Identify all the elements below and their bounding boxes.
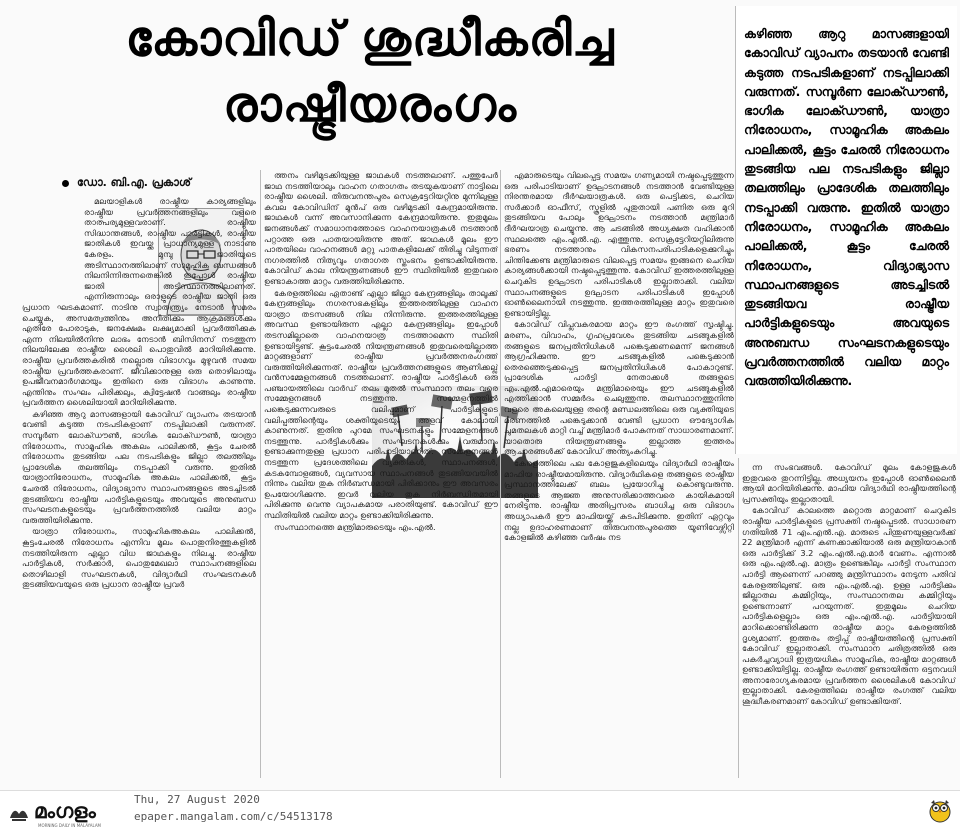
photo-space [22, 196, 80, 292]
owl-icon[interactable] [928, 797, 952, 823]
edition-date: Thu, 27 August 2020 [134, 793, 260, 806]
epaper-url[interactable]: epaper.mangalam.com/c/54513178 [134, 810, 333, 823]
mangalam-logo[interactable] [8, 799, 102, 828]
article-column-2 [264, 170, 498, 778]
footer-bar [0, 790, 960, 829]
paragraph: കോവിഡ് കാലത്തെ മറ്റൊരു മാറ്റമാണ് ചെറുകിട രാഷ്ട്രീയ പാർട്ടികളുടെ പ്രസക്തി നഷ്ടപ്പെടൽ. സാധാരണ ഗതിയിൽ 71 എം.എൽ.എ. മാരുടെ പിന്തുണയുള്ളവർക്ക് 22 മന്ത്രിമാർ എന്ന് കണക്കാക്കിയാൽ ഒരു മന്ത്രിയാകാൻ ഒരു പാർട്ടിക്ക് 3.2 എം.എൽ.എ.മാർ വേണം. എന്നാൽ ഒരു എം.എൽ.എ. മാത്രം ഉണ്ടെങ്കിലും പാർട്ടി സംസ്ഥാന പാർട്ടി ആണെന്ന് പറഞ്ഞു മന്ത്രിസ്ഥാനം നേടുന്ന പതിവ് കേരളത്തിലുണ്ട്. ഒരു എം.എൽ.എ. ഉള്ള പാർട്ടിക്കും ജില്ലാതല കമ്മിറ്റിയും, സംസ്ഥാനതല കമ്മിറ്റിയും ഉണ്ടെന്നാണ് പറയുന്നത്. ഇതുമൂലം ചെറിയ പാർട്ടികളെല്ലാം ഒരു എം.എൽ.എ. പാർട്ടിയായി മാറിക്കൊണ്ടിരിക്കുന്ന രാഷ്ട്രീയ മാറ്റം കേരളത്തിൽ ദൃശ്യമാണ്. ഇത്തരം തട്ടിപ്പ് രാഷ്ട്രീയത്തിന്റെ പ്രസക്തി കോവിഡ് ഇല്ലാതാക്കി. സംസ്ഥാന ചരിത്രത്തിൽ ഒരു പകർച്ചവ്യാധി ഇത്രയധികം സാമൂഹിക, രാഷ്ട്രീയ മാറ്റങ്ങൾ ഉണ്ടാക്കിയിട്ടില്ല. രാഷ്ട്രീയ രംഗത്ത് ഉണ്ടായിരുന്ന ഒട്ടനവധി അനാരോഗ്യകരമായ പ്രവർത്തന ശൈലികൾ കോവിഡ് ഇല്ലാതാക്കി. കേരളത്തിലെ രാഷ്ട്രീയ രംഗത്ത് വലിയ ശുദ്ധീകരണമാണ് കോവിഡ് ഉണ്ടാക്കിയത്. [742, 505, 956, 707]
author-name: ഡോ. ബി.എ. പ്രകാശ് [77, 176, 191, 189]
bullet-icon [62, 180, 69, 187]
paragraph: മലയാളികൾ രാഷ്ട്രീയ കാര്യങ്ങളിലും രാഷ്ട്രീയ പ്രവർത്തനങ്ങളിലും വളരെ താത്പര്യമുള്ളവരാണ്. രാഷ്ട്രീയ സിദ്ധാന്തങ്ങൾ, രാഷ്ട്രീയ പാർട്ടികൾ, രാഷ്ട്രീയ ജാതികൾ ഇവയ്ക്കു പ്രാധാന്യമുള്ള നാടാണു കേരളം. മുമ്പു ജാതിയുടെ അടിസ്ഥാനത്തിലാണ് സാമൂഹിക ബന്ധങ്ങൾ നിലനിന്നിരുന്നതെങ്കിൽ ഇപ്പോൾ രാഷ്ട്രീയ ജാതി അടിസ്ഥാനത്തിലാണത്. എന്നിരുന്നാലും ഒരാളുടെ രാഷ്ട്രീയ ജാതി ഒരു പ്രധാന ഘടകമാണ്. നാടിനു സ്വാതന്ത്ര്യം നേടാൻ സമരം ചെയ്യുക, അസമത്വത്തിനും അനീതിക്കും ആക്രമങ്ങൾക്കും എതിരേ പോരാടുക, ജനക്ഷേമം ലക്ഷ്യമാക്കി പ്രവർത്തിക്കുക എന്ന നിലയിൽനിന്നു ലാഭം നേടാൻ ബിസിനസ് നടത്തുന്ന നിലയിലേക്കു രാഷ്ട്രീയ ശൈലി പൊതുവിൽ മാറിയിരിക്കുന്നു. രാഷ്ട്രീയ പ്രവർത്തകരിൽ നല്ലൊരു വിഭാഗവും മുഴുവൻ സമയ രാഷ്ട്രീയ പ്രവർത്തകരാണ്. ജീവിക്കാനുള്ള ഒരു തൊഴിലായും ഉപജീവനമാർഗമായും ഇതിനെ ഒരു വിഭാഗം കാണുന്നു. എന്തിനും സംഘം പിരിക്കലും, ക്വിട്ടേഷൻ വാങ്ങലും രാഷ്ട്രീയ പ്രവർത്തന ശൈലിയായി മാറിയിരിക്കുന്നു. [22, 196, 256, 408]
byline [62, 176, 191, 190]
logo-tagline: MORNING DAILY IN MALAYALAM [38, 823, 102, 828]
paragraph: കേരളത്തിലെ പല കോളജുകളിലെയും വിദ്യാർഥി രാഷ്ട്രീയം മാഫിയ രാഷ്ട്രീയമായിരുന്നു. വിദ്യാർഥികളെ തങ്ങളുടെ രാഷ്ട്രീയ പ്രസ്ഥാനത്തിലേക്ക് ബലം പ്രയോഗിച്ചു കൊണ്ടുവരുന്നു. തങ്ങളുടെ ആജ്ഞ അനുസരിക്കാത്തവരെ കായികമായി നേരിടുന്നു. രാഷ്ട്രീയ അതിപ്രസരം ബാധിച്ച ഒരു വിഭാഗം അധ്യാപകർ ഈ മാഫിയയ്ക്ക് കുടപിടിക്കുന്നു. ഇതിന് ഏറ്റവും നല്ല ഉദാഹരണമാണ് തിരുവനന്തപുരത്തെ യൂണിവേഴ്സിറ്റി കോളജിൽ കഴിഞ്ഞ വർഷം നട [504, 458, 734, 543]
logo-text: മംഗളം [34, 799, 96, 823]
article-column-4 [742, 462, 956, 778]
paragraph: എമാരുടെയും വിലപ്പെട്ട സമയം ഗണ്യമായി നഷ്ടപ്പെടുത്തുന്ന ഒരു പരിപാടിയാണ് ഉദ്ഘാടനങ്ങൾ നടത്താൻ വേണ്ടിയുള്ള നിരന്തരമായ ദീർഘയാത്രകൾ. ഒരു പെട്ടിക്കട, ചെറിയ സർക്കാർ ഓഫീസ്, സ്കൂളിൽ പുതുതായി പണിത ഒരു മുറി തുടങ്ങിയവ പോലും ഉദ്ഘാടനം നടത്താൻ മന്ത്രിമാർ ദീർഘയാത്ര ചെയ്യുന്നു. ആ ചടങ്ങിൽ അധ്യക്ഷത വഹിക്കാൻ സ്ഥലത്തെ എം.എൽ.എ. എത്തുന്നു. സെക്രട്ടേറിയറ്റിലിരുന്നു ഭരണം നടത്താനും വികസനപരിപാടികളെക്കുറിച്ചും ചിന്തിക്കേണ്ട മന്ത്രിമാരുടെ വിലപ്പെട്ട സമയം ഇങ്ങനെ ചെറിയ കാര്യങ്ങൾക്കായി നഷ്ടപ്പെടുത്തുന്നു. കോവിഡ് ഇത്തരത്തിലുള്ള ചെറുകിട ഉദ്ഘാടന പരിപാടികൾ ഇല്ലാതാക്കി. വലിയ സ്ഥാപനങ്ങളുടെ ഉദ്ഘാടന പരിപാടികൾ ഇപ്പോൾ ഓൺലൈനായി നടത്തുന്നു. ഇത്തരത്തിലുള്ള മാറ്റം ഇതുവരെ ഉണ്ടായിട്ടില്ല. [504, 170, 734, 318]
paragraph: ത്തനം വഴിമുടക്കിയുള്ള ജാഥകൾ നടത്തലാണ്. പത്തുപേർ ജാഥ നടത്തിയാലും വാഹന ഗതാഗതം തടയുകയാണ് നാട്ടിലെ രാഷ്ട്രീയ ശൈലി. തിരുവനന്തപുരം സെക്രട്ടേറിയറ്റിനു മുന്നിലുള്ള കവല കോവിഡിന് മുൻപ് ഒരു വഴിമുടക്കി കേന്ദ്രമായിരുന്നു. ജാഥകൾ വന്ന് അവസാനിക്കുന്ന കേന്ദ്രമായിരുന്നു. ഇതുമൂലം ജനങ്ങൾക്ക് സമാധാനത്തോടെ വാഹനയാത്രകൾ നടത്താൻ പറ്റാത്ത ഒരു പാതയായിരുന്നു അത്. ജാഥകൾ മൂലം ഈ പാതയിലെ വാഹനങ്ങൾ മറ്റു പാതകളിലേക്ക് തിരിച്ചു വിടുന്നത് നഗരത്തിൽ നിത്യവും ഗതാഗത സ്തംഭനം ഉണ്ടാക്കിയിരുന്നു. കോവിഡ് കാല നിയന്ത്രണങ്ങൾ ഈ സ്ഥിതിയിൽ ഇതുവരെ ഉണ്ടാകാത്ത മാറ്റം വരുത്തിയിരിക്കുന്നു. [264, 170, 498, 286]
headline-line-1: കോവിഡ് ശുദ്ധീകരിച്ച [125, 11, 615, 67]
paragraph: കഴിഞ്ഞ ആറു മാസങ്ങളായി കോവിഡ് വ്യാപനം തടയാൻ വേണ്ടി കടുത്ത നടപടികളാണ് നടപ്പിലാക്കി വരുന്നത്. സമ്പൂർണ ലോക്ഡൗൺ, ഭാഗിക ലോക്ഡൗൺ, യാത്രാ നിരോധനം, സാമൂഹിക അകലം പാലിക്കൽ, കൂട്ടം ചേരൽ നിരോധനം തുടങ്ങിയ പല നടപടികളും ജില്ലാ തലത്തിലും പ്രാദേശിക തലത്തിലും നടപ്പാക്കി വരുന്നു. ഇതിൽ യാത്രാനിരോധനം, സാമൂഹിക അകലം പാലിക്കൽ, കൂട്ടം ചേരൽ നിരോധനം, വിദ്യാഭ്യാസ സ്ഥാപനങ്ങളുടെ അടച്ചിടൽ തുടങ്ങിയവ രാഷ്ട്രീയ പാർട്ടികളുടെയും അവയുടെ അനുബന്ധ സംഘടനകളുടെയും പ്രവർത്തനത്തിൽ വലിയ മാറ്റം വരുത്തിയിരിക്കുന്നു. [22, 408, 256, 525]
headline [20, 6, 720, 138]
logo-emblem-icon [8, 802, 30, 824]
column-divider [738, 458, 739, 778]
column-divider [260, 170, 261, 778]
article-column-3 [504, 170, 734, 778]
paragraph: കേരളത്തിലെ ഏതാണ്ട് എല്ലാ ജില്ലാ കേന്ദ്രങ്ങളിലും താലൂക്ക് കേന്ദ്രങ്ങളിലും നഗരസഭകളിലും ഇത്തരത്തിലുള്ള വാഹന യാത്രാ തടസങ്ങൾ നില നിന്നിരുന്നു. ഇത്തരത്തിലുള്ള അവസ്ഥ ഉണ്ടായിരുന്ന എല്ലാ കേന്ദ്രങ്ങളിലും ഇപ്പോൾ തടസമില്ലാതെ വാഹനയാത്ര നടത്താമെന്ന സ്ഥിതി ഉണ്ടായിട്ടുണ്ട്. കൂട്ടംചേരൽ നിയന്ത്രണങ്ങൾ ഇതുവരെയില്ലാത്ത മാറ്റങ്ങളാണ് രാഷ്ട്രീയ പ്രവർത്തനരംഗത്ത് വരുത്തിയിരിക്കുന്നത്. രാഷ്ട്രീയ പ്രവർത്തനങ്ങളുടെ ആണിക്കല്ല് വൻസമ്മേളനങ്ങൾ നടത്തലാണ്. രാഷ്ട്രീയ പാർട്ടികൾ ഒരു പഞ്ചായത്തിലെ വാർഡ് തലം മുതൽ സംസ്ഥാന തലം വരെ സമ്മേളനങ്ങൾ നടത്തുന്നു. സമ്മേളനത്തിൽ പങ്കെടുക്കുന്നവരുടെ വലിപ്പമാണ് പാർട്ടികളുടെ വലിപ്പത്തിന്റെയും ശക്തിയുടെയും അളവ് കോലായി കാണുന്നത്. ഇതിനു പുറമേ സംഘടനകളും സമ്മേളനങ്ങൾ നടത്തുന്നു. പാർട്ടികൾക്കും സംഘടനകൾക്കും വരുമാനം ഉണ്ടാക്കുന്നതുള്ള പ്രധാന പരിപാടിയാണിത്. സമ്മേളനങ്ങൾ നടത്തുന്ന പ്രദേശത്തിലെ വ്യക്തികൾ, സ്ഥാപനങ്ങൾ, കടകമ്പോളങ്ങൾ, വ്യവസായ സ്ഥാപനങ്ങൾ തുടങ്ങിയവയിൽ നിന്നും വലിയ തുക നിർബന്ധമായി പിരിക്കാനും ഈ അവസരം ഉപയോഗിക്കുന്നു. ഇവർ വലിയ തുക നിർബന്ധിതമായി പിരിക്കുന്നു വെന്നു വ്യാപകമായ പരാതിയുണ്ട്. കോവിഡ് ഈ സ്ഥിതിയിൽ വലിയ മാറ്റം ഉണ്ടാക്കിയിരിക്കുന്നു. [264, 287, 498, 520]
paragraph: സംസ്ഥാനത്തെ മന്ത്രിമാരുടെയും എം.എൽ. [274, 521, 436, 532]
paragraph: ന്ന സംഭവങ്ങൾ. കോവിഡ് മൂലം കോളജുകൾ ഇതുവരെ തുറന്നിട്ടില്ല. അധ്യയനം ഇപ്പോൾ ഓൺലൈൻ ആയി മാറിയിരിക്കുന്നു. മാഫിയ വിദ്യാർഥി രാഷ്ട്രീയത്തിന്റെ പ്രസക്തിയും ഇല്ലാതായി. [742, 462, 956, 504]
paragraph: കോവിഡ് വിപ്ലവകരമായ മാറ്റം ഈ രംഗത്ത് സൃഷ്ടിച്ചു. മരണം, വിവാഹം, ഗൃഹപ്രവേശം തുടങ്ങിയ ചടങ്ങുകളിൽ തങ്ങളുടെ ജനപ്രതിനിധികൾ പങ്കെടുക്കണമെന്ന് ജനങ്ങൾ ആഗ്രഹിക്കുന്നു. ഈ ചടങ്ങുകളിൽ പങ്കെടുക്കാൻ തെരഞ്ഞെടുക്കപ്പെട്ട ജനപ്രതിനിധികൾ പോകാറുണ്ട്. പ്രാദേശിക പാർട്ടി നേതാക്കൾ തങ്ങളുടെ എം.എൽ.എമാരെയും മന്ത്രിമാരെയും ഈ ചടങ്ങുകളിൽ എത്തിക്കാൻ സമ്മർദം ചെലുത്തുന്നു. തലസ്ഥാനത്തുനിന്നു വളരെ അകലെയുള്ള തന്റെ മണ്ഡലത്തിലെ ഒരു വ്യക്തിയുടെ മരണത്തിൽ പങ്കെടുക്കാൻ വേണ്ടി പ്രധാന ഔദ്യോഗിക ചുമതലകൾ മാറ്റി വച്ച് മന്ത്രിമാർ പോകുന്നത് സാധാരണമാണ്. യാതൊരു നിയന്ത്രണങ്ങളും ഇല്ലാത്ത ഇത്തരം ആചാരങ്ങൾക്ക് കോവിഡ് അന്ത്യംകുറിച്ചു. [504, 319, 734, 457]
article-column-1 [22, 196, 256, 778]
headline-line-2: രാഷ്ട്രീയരംഗം [222, 77, 518, 133]
column-divider [500, 170, 501, 778]
pull-quote: കഴിഞ്ഞ ആറു മാസങ്ങളായി കോവിഡ് വ്യാപനം തടയാൻ വേണ്ടി കടുത്ത നടപടികളാണ് നടപ്പിലാക്കി വരുന്നത്. സമ്പൂർണ ലോക്ഡൗൺ, ഭാഗിക ലോക്ഡൗൺ, യാത്രാ നിരോധനം, സാമൂഹിക അകലം പാലിക്കൽ, കൂട്ടം ചേരൽ നിരോധനം തുടങ്ങിയ പല നടപടികളും ജില്ലാ തലത്തിലും പ്രാദേശിക തലത്തിലും നടപ്പാക്കി വരുന്നു. ഇതിൽ യാത്രാ നിരോധനം, സാമൂഹിക അകലം പാലിക്കൽ, കൂട്ടം ചേരൽ നിരോധനം, വിദ്യാഭ്യാസ സ്ഥാപനങ്ങളുടെ അടച്ചിടൽ തുടങ്ങിയവ രാഷ്ട്രീയ പാർട്ടികളുടെയും അവയുടെ അനുബന്ധ സംഘടനകളുടെയും പ്രവർത്തനത്തിൽ വലിയ മാറ്റം വരുത്തിയിരിക്കുന്നു. [735, 6, 957, 454]
paragraph: യാത്രാ നിരോധനം, സാമൂഹികഅകലം പാലിക്കൽ, കൂട്ടംചേരൽ നിരോധനം എന്നിവ മൂലം പൊതുനിരത്തുകളിൽ നടത്തിയിരുന്ന എല്ലാ വിധ ജാഥകളും നിലച്ചു. രാഷ്ട്രീയ പാർട്ടികൾ, സർക്കാർ, പൊതുമേഖലാ സ്ഥാപനങ്ങളിലെ തൊഴിലാളി സംഘടനകൾ, വിദ്യാർഥി സംഘടനകൾ തുടങ്ങിയവയുടെ ഒരു പ്രധാന രാഷ്ട്രീയ പ്രവർ [22, 526, 256, 590]
